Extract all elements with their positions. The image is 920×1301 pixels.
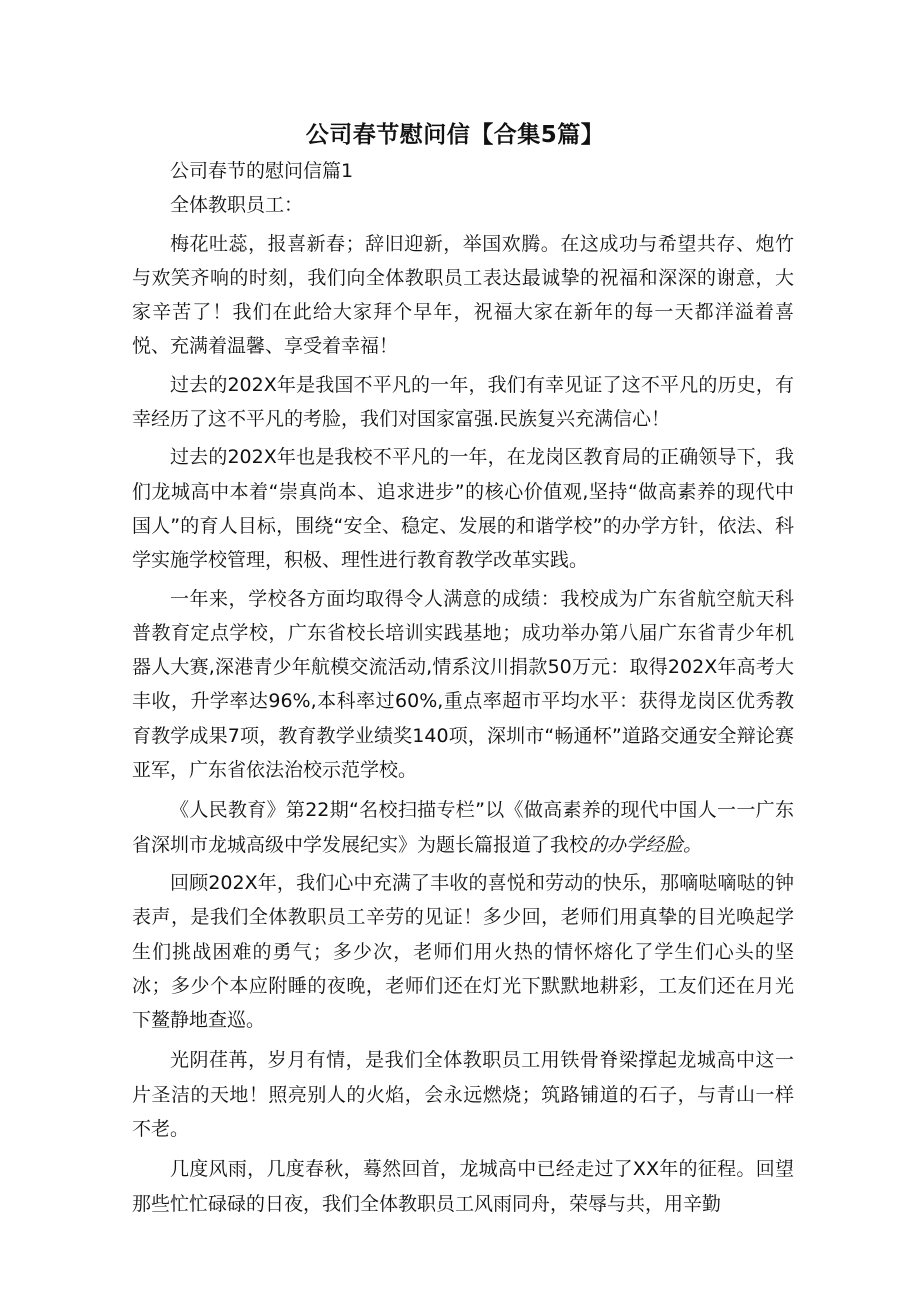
greeting-line: 全体教职员工： [170,194,304,217]
paragraph-2: 过去的202X年是我国不平凡的一年，我们有幸见证了这不平凡的历史，有幸经历了这不平凡的考脸，我们对国家富强.民族复兴充满信心！ [132,373,794,431]
document-title: 公司春节慰问信【合集5篇】 [305,122,605,148]
paragraph-7: 光阴荏苒，岁月有情，是我们全体教职员工用铁骨脊梁撑起龙城高中这一片圣洁的天地！照亮别人的火焰，会永远燃烧；筑路铺道的石子，与青山一样不老。 [132,1049,794,1141]
document-body [132,152,794,1221]
section-heading: 公司春节的慰问信篇1 [170,160,354,182]
paragraph-5-text: 《人民教育》第22期“名校扫描专栏”以《做高素养的现代中国人一一广东省深圳市龙城高级中学发展纪实》为题长篇报道了我校 [132,799,794,856]
paragraph-3: 过去的202X年也是我校不平凡的一年，在龙岗区教育局的正确领导下，我们龙城高中本着“崇真尚本、追求进步”的核心价值观,坚持“做高素养的现代中国人”的育人目标，围绕“安全、稳定、发展的和谐学校”的办学方针，依法、科学实施学校管理，积极、理性进行教育教学改革实践。 [132,446,794,572]
paragraph-5 [132,793,794,862]
paragraph-1: 梅花吐蕊，报喜新春；辞旧迎新，举国欢腾。在这成功与希望共存、炮竹与欢笑齐响的时刻，我们向全体教职员工表达最诚挚的祝福和深深的谢意，大家辛苦了！我们在此给大家拜个早年，祝福大家在新年的每一天都洋溢着喜悦、充满着温馨、享受着幸福！ [132,232,794,358]
paragraph-8: 几度风雨，几度春秋，蓦然回首，龙城高中已经走过了XX年的征程。回望那些忙忙碌碌的日夜，我们全体教职员工风雨同舟，荣辱与共，用辛勤 [132,1158,794,1215]
paragraph-5-italic-tail: 的办学经脸。 [588,833,703,856]
paragraph-4: 一年来，学校各方面均取得令人满意的成绩：我校成为广东省航空航天科普教育定点学校，广东省校长培训实践基地；成功举办第八届广东省青少年机器人大赛,深港青少年航模交流活动,情系汶川捐款50万元：取得202X年高考大丰收，升学率达96%,本科率过60%,重点率超市平均水平：获得龙岗区优秀教育教学成果7项，教育教学业绩奖140项，深圳市“畅通杯”道路交通安全辩论赛亚军，广东省依法治校示范学校。 [132,587,794,782]
paragraph-6: 回顾202X年，我们心中充满了丰收的喜悦和劳动的快乐，那嘀哒嘀哒的钟表声，是我们全体教职员工辛劳的见证！多少回，老师们用真挚的目光唤起学生们挑战困难的勇气；多少次，老师们用火热的情怀熔化了学生们心头的坚冰；多少个本应附睡的夜晚，老师们还在灯光下默默地耕彩，工友们还在月光下鳌静地查巡。 [132,871,794,1032]
